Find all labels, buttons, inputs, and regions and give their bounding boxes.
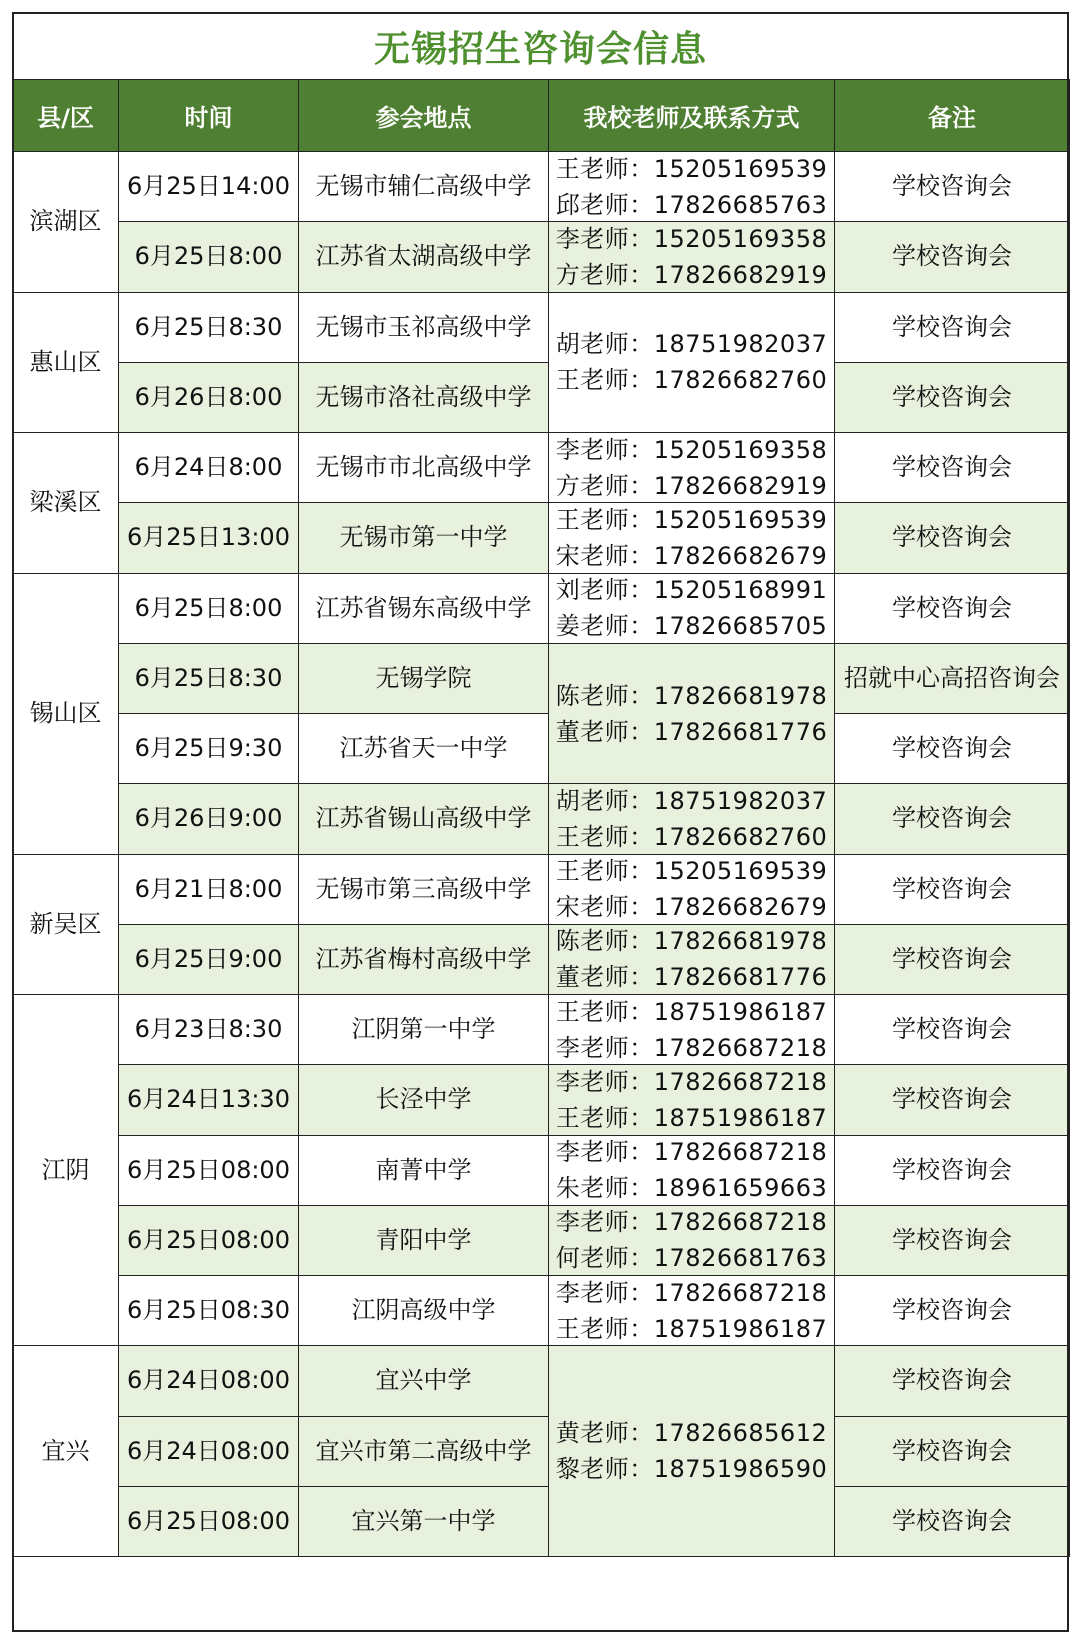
note-cell	[834, 1345, 1070, 1416]
venue-cell	[298, 151, 549, 222]
contact-line: 李老师：17826687218	[555, 1033, 828, 1062]
contact-cell	[548, 924, 835, 995]
note-cell	[834, 1275, 1070, 1346]
venue-text: 江苏省太湖高级中学	[315, 242, 532, 271]
note-cell	[834, 1064, 1070, 1135]
note-text: 学校咨询会	[892, 382, 1012, 411]
venue-text: 江苏省锡山高级中学	[315, 804, 532, 833]
time-text: 6月21日8:00	[134, 874, 283, 903]
note-cell	[834, 221, 1070, 292]
contact-line: 李老师：17826687218	[555, 1067, 828, 1096]
note-cell	[834, 502, 1070, 573]
venue-text: 青阳中学	[375, 1225, 472, 1254]
district-label: 江阴	[41, 1155, 90, 1184]
venue-text: 长泾中学	[375, 1085, 472, 1114]
note-text: 学校咨询会	[892, 1225, 1012, 1254]
note-cell	[834, 151, 1070, 222]
time-cell	[118, 994, 299, 1065]
time-cell	[118, 924, 299, 995]
time-cell	[118, 1486, 299, 1557]
district-cell	[12, 1345, 119, 1557]
district-label: 宜兴	[41, 1436, 90, 1465]
note-cell	[834, 994, 1070, 1065]
note-text: 招就中心高招咨询会	[844, 663, 1060, 692]
header-contact-label: 我校老师及联系方式	[583, 104, 800, 132]
contact-cell	[548, 432, 835, 503]
contact-line: 黎老师：18751986590	[555, 1455, 828, 1484]
venue-cell	[298, 362, 549, 433]
time-text: 6月26日8:00	[134, 382, 283, 411]
time-text: 6月24日08:00	[127, 1436, 290, 1465]
district-cell	[12, 292, 119, 434]
venue-text: 无锡市玉祁高级中学	[315, 312, 532, 341]
header-note-label: 备注	[928, 104, 976, 132]
contact-line: 李老师：17826687218	[555, 1278, 828, 1307]
district-cell	[12, 573, 119, 855]
venue-cell	[298, 713, 549, 784]
time-cell	[118, 1416, 299, 1487]
venue-cell	[298, 1135, 549, 1206]
contact-line: 王老师：18751986187	[555, 1103, 828, 1132]
time-cell	[118, 643, 299, 714]
venue-cell	[298, 643, 549, 714]
time-cell	[118, 854, 299, 925]
time-cell	[118, 362, 299, 433]
contact-line: 李老师：15205169358	[555, 435, 828, 464]
time-cell	[118, 1135, 299, 1206]
header-district-label: 县/区	[37, 104, 94, 132]
note-cell	[834, 713, 1070, 784]
venue-text: 江阴第一中学	[351, 1015, 496, 1044]
district-label: 梁溪区	[29, 488, 102, 517]
venue-cell	[298, 432, 549, 503]
header-time	[118, 79, 299, 152]
time-text: 6月25日8:30	[134, 663, 283, 692]
contact-cell	[548, 783, 835, 854]
venue-cell	[298, 502, 549, 573]
note-cell	[834, 292, 1070, 363]
venue-text: 南菁中学	[375, 1155, 472, 1184]
time-cell	[118, 221, 299, 292]
venue-text: 江苏省锡东高级中学	[315, 593, 532, 622]
district-cell	[12, 994, 119, 1346]
contact-line: 董老师：17826681776	[555, 963, 828, 992]
venue-text: 无锡市第一中学	[339, 523, 508, 552]
note-cell	[834, 1205, 1070, 1276]
note-text: 学校咨询会	[892, 1155, 1012, 1184]
venue-cell	[298, 1064, 549, 1135]
contact-cell	[548, 221, 835, 292]
header-venue	[298, 79, 549, 152]
time-text: 6月24日08:00	[127, 1366, 290, 1395]
time-text: 6月25日8:30	[134, 312, 283, 341]
contact-cell	[548, 1345, 835, 1557]
contact-line: 方老师：17826682919	[555, 471, 828, 500]
venue-text: 江阴高级中学	[351, 1296, 496, 1325]
venue-text: 无锡学院	[375, 663, 472, 692]
contact-cell	[548, 151, 835, 222]
contact-cell	[548, 643, 835, 785]
venue-cell	[298, 221, 549, 292]
contact-line: 王老师：15205169539	[555, 154, 828, 183]
district-cell	[12, 432, 119, 574]
contact-line: 陈老师：17826681978	[555, 927, 828, 956]
time-text: 6月24日13:30	[127, 1085, 290, 1114]
contact-cell	[548, 292, 835, 434]
time-text: 6月23日8:30	[134, 1015, 283, 1044]
note-cell	[834, 783, 1070, 854]
contact-line: 胡老师：18751982037	[555, 786, 828, 815]
venue-cell	[298, 924, 549, 995]
header-note	[834, 79, 1070, 152]
time-cell	[118, 292, 299, 363]
time-text: 6月25日08:00	[127, 1155, 290, 1184]
venue-cell	[298, 1345, 549, 1416]
time-cell	[118, 1345, 299, 1416]
time-cell	[118, 502, 299, 573]
note-text: 学校咨询会	[892, 1296, 1012, 1325]
note-text: 学校咨询会	[892, 804, 1012, 833]
note-text: 学校咨询会	[892, 172, 1012, 201]
venue-cell	[298, 573, 549, 644]
district-cell	[12, 854, 119, 996]
header-contact	[548, 79, 835, 152]
note-text: 学校咨询会	[892, 1015, 1012, 1044]
contact-cell	[548, 502, 835, 573]
contact-line: 李老师：17826687218	[555, 1208, 828, 1237]
note-text: 学校咨询会	[892, 453, 1012, 482]
contact-line: 王老师：18751986187	[555, 1314, 828, 1343]
time-cell	[118, 1064, 299, 1135]
note-cell	[834, 362, 1070, 433]
venue-cell	[298, 1275, 549, 1346]
venue-text: 无锡市洛社高级中学	[315, 382, 532, 411]
contact-cell	[548, 1064, 835, 1135]
venue-text: 无锡市辅仁高级中学	[315, 172, 532, 201]
time-cell	[118, 1205, 299, 1276]
note-cell	[834, 643, 1070, 714]
contact-line: 宋老师：17826682679	[555, 893, 828, 922]
note-text: 学校咨询会	[892, 242, 1012, 271]
venue-text: 宜兴第一中学	[351, 1506, 496, 1535]
note-cell	[834, 1486, 1070, 1557]
contact-cell	[548, 1205, 835, 1276]
contact-line: 董老师：17826681776	[555, 717, 828, 746]
time-text: 6月25日8:00	[134, 242, 283, 271]
venue-cell	[298, 994, 549, 1065]
district-label: 惠山区	[29, 347, 102, 376]
contact-line: 李老师：17826687218	[555, 1138, 828, 1167]
header-venue-label: 参会地点	[375, 104, 472, 132]
contact-line: 王老师：17826682760	[555, 822, 828, 851]
contact-line: 王老师：18751986187	[555, 997, 828, 1026]
table-title: 无锡招生咨询会信息	[12, 12, 1069, 81]
header-time-label: 时间	[184, 104, 233, 132]
note-text: 学校咨询会	[892, 312, 1012, 341]
contact-line: 王老师：15205169539	[555, 505, 828, 534]
contact-line: 何老师：17826681763	[555, 1244, 828, 1273]
time-text: 6月26日9:00	[134, 804, 283, 833]
note-text: 学校咨询会	[892, 1436, 1012, 1465]
note-text: 学校咨询会	[892, 944, 1012, 973]
consultation-table	[12, 12, 1069, 1632]
contact-line: 朱老师：18961659663	[555, 1174, 828, 1203]
contact-line: 宋老师：17826682679	[555, 541, 828, 570]
note-text: 学校咨询会	[892, 1366, 1012, 1395]
header-district	[12, 79, 119, 152]
time-cell	[118, 151, 299, 222]
note-cell	[834, 573, 1070, 644]
time-text: 6月25日8:00	[134, 593, 283, 622]
district-label: 滨湖区	[29, 207, 102, 236]
note-text: 学校咨询会	[892, 1506, 1012, 1535]
contact-line: 刘老师：15205168991	[555, 576, 828, 605]
venue-cell	[298, 1205, 549, 1276]
note-cell	[834, 1416, 1070, 1487]
contact-line: 李老师：15205169358	[555, 224, 828, 253]
venue-text: 宜兴中学	[375, 1366, 472, 1395]
venue-cell	[298, 783, 549, 854]
time-text: 6月24日8:00	[134, 453, 283, 482]
note-text: 学校咨询会	[892, 734, 1012, 763]
time-cell	[118, 432, 299, 503]
note-cell	[834, 1135, 1070, 1206]
time-text: 6月25日08:00	[127, 1506, 290, 1535]
venue-cell	[298, 1416, 549, 1487]
note-cell	[834, 924, 1070, 995]
time-cell	[118, 783, 299, 854]
contact-cell	[548, 1275, 835, 1346]
contact-cell	[548, 1135, 835, 1206]
venue-text: 江苏省梅村高级中学	[315, 944, 532, 973]
district-cell	[12, 151, 119, 293]
note-text: 学校咨询会	[892, 1085, 1012, 1114]
contact-line: 陈老师：17826681978	[555, 681, 828, 710]
contact-line: 姜老师：17826685705	[555, 612, 828, 641]
time-text: 6月25日13:00	[127, 523, 290, 552]
time-text: 6月25日9:30	[134, 734, 283, 763]
time-cell	[118, 713, 299, 784]
time-cell	[118, 1275, 299, 1346]
note-text: 学校咨询会	[892, 523, 1012, 552]
time-cell	[118, 573, 299, 644]
contact-line: 黄老师：17826685612	[555, 1419, 828, 1448]
note-text: 学校咨询会	[892, 874, 1012, 903]
note-text: 学校咨询会	[892, 593, 1012, 622]
time-text: 6月25日9:00	[134, 944, 283, 973]
contact-cell	[548, 994, 835, 1065]
contact-line: 王老师：17826682760	[555, 366, 828, 395]
venue-text: 江苏省天一中学	[339, 734, 508, 763]
note-cell	[834, 854, 1070, 925]
contact-line: 王老师：15205169539	[555, 857, 828, 886]
time-text: 6月25日08:30	[127, 1296, 290, 1325]
contact-cell	[548, 854, 835, 925]
district-label: 锡山区	[29, 698, 102, 727]
contact-cell	[548, 573, 835, 644]
district-label: 新吴区	[29, 909, 102, 938]
venue-cell	[298, 292, 549, 363]
venue-text: 宜兴市第二高级中学	[315, 1436, 532, 1465]
venue-text: 无锡市市北高级中学	[315, 453, 532, 482]
venue-cell	[298, 854, 549, 925]
venue-text: 无锡市第三高级中学	[315, 874, 532, 903]
contact-line: 方老师：17826682919	[555, 260, 828, 289]
contact-line: 邱老师：17826685763	[555, 190, 828, 219]
contact-line: 胡老师：18751982037	[555, 330, 828, 359]
time-text: 6月25日08:00	[127, 1225, 290, 1254]
note-cell	[834, 432, 1070, 503]
time-text: 6月25日14:00	[127, 172, 290, 201]
venue-cell	[298, 1486, 549, 1557]
